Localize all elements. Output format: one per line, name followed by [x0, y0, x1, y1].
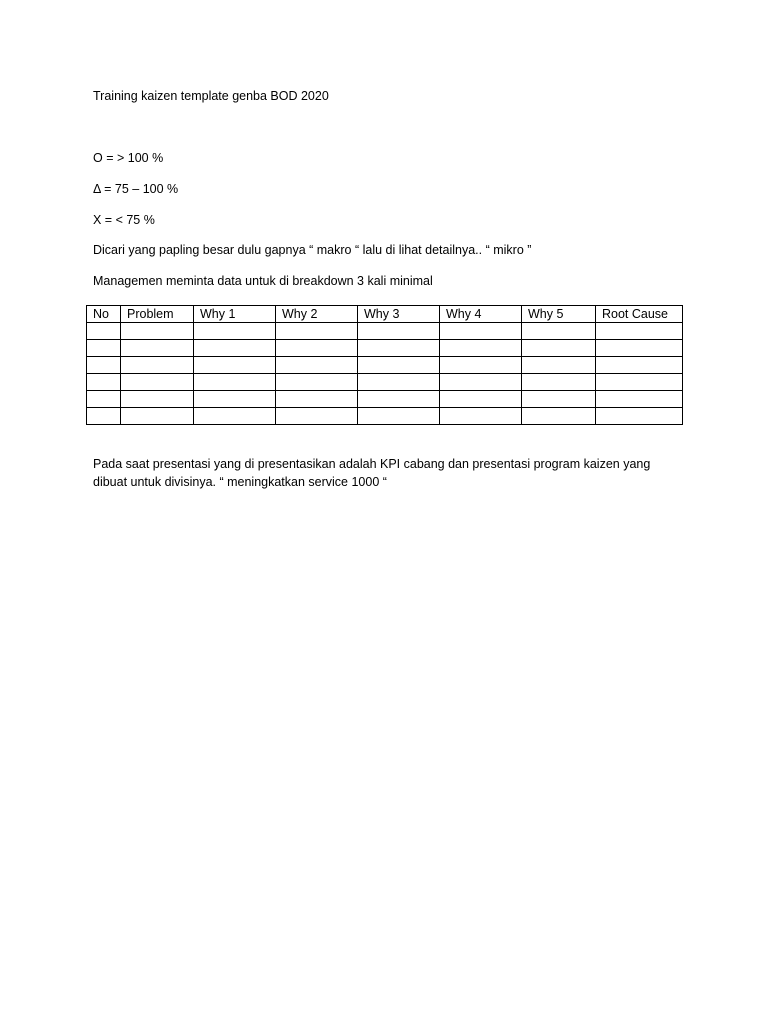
- table-cell: [276, 340, 358, 357]
- header-root-cause: Root Cause: [596, 306, 683, 323]
- table-row: [87, 408, 683, 425]
- table-cell: [522, 391, 596, 408]
- table-cell: [87, 357, 121, 374]
- table-cell: [358, 357, 440, 374]
- table-cell: [276, 374, 358, 391]
- table-cell: [194, 374, 276, 391]
- header-why-4: Why 4: [440, 306, 522, 323]
- header-why-2: Why 2: [276, 306, 358, 323]
- header-why-5: Why 5: [522, 306, 596, 323]
- header-why-1: Why 1: [194, 306, 276, 323]
- table-cell: [87, 374, 121, 391]
- header-no: No: [87, 306, 121, 323]
- table-cell: [121, 391, 194, 408]
- table-cell: [87, 408, 121, 425]
- table-cell: [358, 391, 440, 408]
- table-cell: [440, 340, 522, 357]
- table-body: [87, 323, 683, 425]
- table-row: [87, 374, 683, 391]
- table-cell: [596, 357, 683, 374]
- table-cell: [440, 357, 522, 374]
- table-row: [87, 357, 683, 374]
- table-row: [87, 340, 683, 357]
- five-why-table: [86, 305, 683, 425]
- table-cell: [276, 323, 358, 340]
- table-cell: [194, 357, 276, 374]
- table-cell: [87, 323, 121, 340]
- table-cell: [121, 408, 194, 425]
- note-makro-mikro: Dicari yang papling besar dulu gapnya “ makro “ lalu di lihat detailnya.. “ mikro ”: [93, 243, 532, 257]
- table-cell: [596, 391, 683, 408]
- table-cell: [194, 408, 276, 425]
- table-cell: [522, 340, 596, 357]
- table-cell: [121, 340, 194, 357]
- table-cell: [358, 374, 440, 391]
- closing-paragraph: Pada saat presentasi yang di presentasikan adalah KPI cabang dan presentasi program kaizen yang dibuat untuk divisinya. “ meningkatkan service 1000 “: [93, 457, 651, 489]
- table-cell: [358, 340, 440, 357]
- table-cell: [121, 357, 194, 374]
- table-cell: [276, 357, 358, 374]
- table-cell: [358, 408, 440, 425]
- table-cell: [440, 408, 522, 425]
- table-cell: [194, 340, 276, 357]
- table-cell: [596, 374, 683, 391]
- table-cell: [522, 357, 596, 374]
- table-cell: [522, 323, 596, 340]
- note-breakdown: Managemen meminta data untuk di breakdown 3 kali minimal: [93, 274, 433, 288]
- table-cell: [276, 408, 358, 425]
- header-problem: Problem: [121, 306, 194, 323]
- table-cell: [596, 408, 683, 425]
- table-cell: [358, 323, 440, 340]
- legend-item-triangle: Δ = 75 – 100 %: [93, 182, 179, 196]
- table-cell: [121, 374, 194, 391]
- table-cell: [522, 374, 596, 391]
- legend-item-circle: O = > 100 %: [93, 151, 164, 165]
- table-cell: [522, 408, 596, 425]
- table-cell: [194, 323, 276, 340]
- table-cell: [121, 323, 194, 340]
- table-cell: [194, 391, 276, 408]
- table-cell: [440, 391, 522, 408]
- legend-item-cross: X = < 75 %: [93, 213, 155, 227]
- table-row: [87, 391, 683, 408]
- table-cell: [440, 374, 522, 391]
- table-cell: [87, 391, 121, 408]
- table-cell: [596, 340, 683, 357]
- table-cell: [87, 340, 121, 357]
- table-header-row: [87, 306, 683, 323]
- table-cell: [596, 323, 683, 340]
- header-why-3: Why 3: [358, 306, 440, 323]
- table-cell: [276, 391, 358, 408]
- table-row: [87, 323, 683, 340]
- table-cell: [440, 323, 522, 340]
- document-title: Training kaizen template genba BOD 2020: [93, 89, 329, 103]
